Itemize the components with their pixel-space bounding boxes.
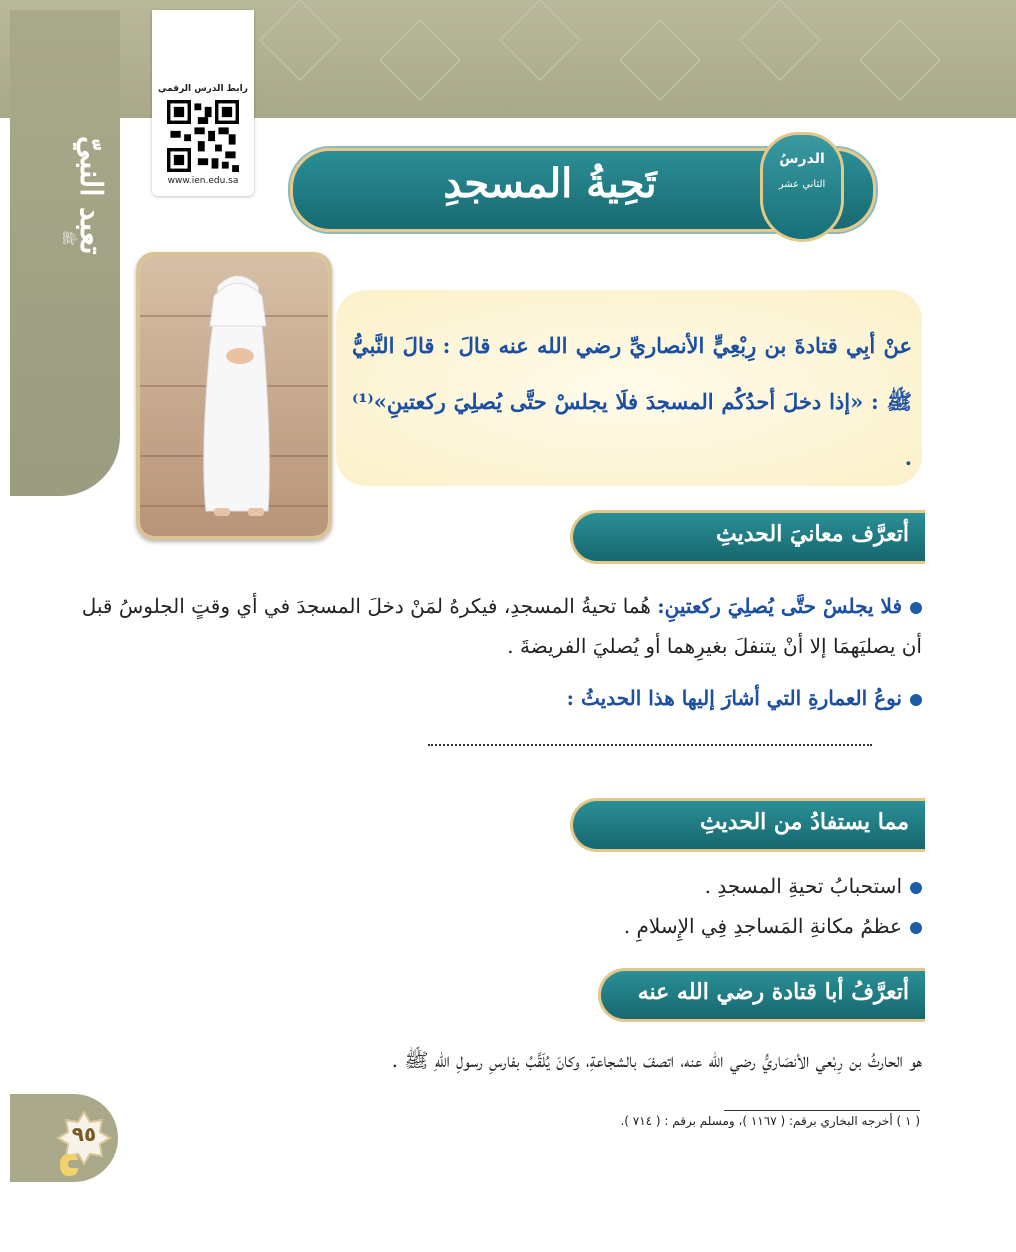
praying-figure-illustration bbox=[140, 256, 328, 536]
section-heading-benefits bbox=[570, 798, 925, 852]
benefit-1: استحبابُ تحيةِ المسجدِ . bbox=[704, 874, 902, 898]
term: فلا يجلسْ حتَّى يُصلِيَ ركعتينِ: bbox=[657, 594, 902, 618]
boy-praying-photo bbox=[136, 252, 332, 540]
unit-subtitle: ﷺ bbox=[60, 230, 75, 246]
section-heading-abu-qatada-text: أتعرَّفُ أبا قتادة رضي الله عنه bbox=[637, 979, 909, 1005]
qr-code-icon[interactable] bbox=[167, 100, 239, 172]
bullet-dot-icon bbox=[910, 882, 922, 894]
section-heading-abu-qatada bbox=[598, 968, 925, 1022]
section-heading-benefits-text: مما يستفادُ من الحديثِ bbox=[699, 809, 909, 835]
badge-line2: الثاني عشر bbox=[778, 179, 826, 190]
section-heading-meanings-text: أتعرَّف معانيَ الحديثِ bbox=[716, 521, 909, 547]
list-item bbox=[80, 586, 922, 666]
badge-line1: الدرسُ bbox=[779, 151, 825, 167]
bullet-dot-icon bbox=[910, 602, 922, 614]
list-item bbox=[80, 906, 922, 946]
qr-card[interactable] bbox=[152, 10, 254, 196]
benefit-2: عظمُ مكانةِ المَساجدِ فِي الإِسلامِ . bbox=[623, 914, 902, 938]
footnote-divider bbox=[724, 1110, 920, 1111]
question: نوعُ العمارةِ التي أشارَ إليها هذا الحديثُ : bbox=[566, 686, 902, 710]
page-number: ٩٥ bbox=[71, 1122, 97, 1146]
term-explanation: هُما تحيةُ المسجدِ، فيكرهُ لمَنْ دخلَ المسجدَ في أي وقتٍ الجلوسُ قبل أن يصليَهمَا إلا أنْ يتنفلَ بغيرِهما أو يُصليَ الفريضةَ . bbox=[81, 594, 922, 658]
hadith-text: عنْ أبِي قتادةَ بن رِبْعِيٍّ الأنصاريِّ رضي الله عنه قالَ : قالَ النَّبيُّ ﷺ : «إذا دخلَ أحدُكُم المسجدَ فلَا يجلسْ حتَّى يُصلِيَ ركعتينِ»⁽¹⁾ . bbox=[352, 333, 912, 470]
lesson-title: تَحِيةُ المسجدِ bbox=[443, 160, 657, 207]
bullet-dot-icon bbox=[910, 694, 922, 706]
bullet-dot-icon bbox=[910, 922, 922, 934]
abu-qatada-bio: هو الحارثُ بن رِبْعي الأنصَاريُّ رضي الله عنه، اتصفَ بالشجاعةِ، وكانَ يُلَقَّبُ بفارسِ رسولِ اللهِ ﷺ . bbox=[391, 1048, 922, 1072]
footnote: ( ١ ) أخرجه البخاري برقم: ( ١١٦٧ )، ومسلم برقم : ( ٧١٤ ). bbox=[620, 1114, 920, 1128]
publisher-logo-icon bbox=[56, 1150, 82, 1180]
answer-line[interactable] bbox=[428, 744, 872, 746]
qr-label: رابط الدرس الرقمي bbox=[158, 84, 248, 94]
section-heading-meanings bbox=[570, 510, 925, 564]
unit-title: تعبد النبيّ bbox=[73, 135, 108, 255]
list-item bbox=[80, 678, 922, 718]
qr-url[interactable]: www.ien.edu.sa bbox=[167, 176, 239, 186]
list-item bbox=[80, 866, 922, 906]
lesson-number-badge bbox=[760, 132, 844, 242]
